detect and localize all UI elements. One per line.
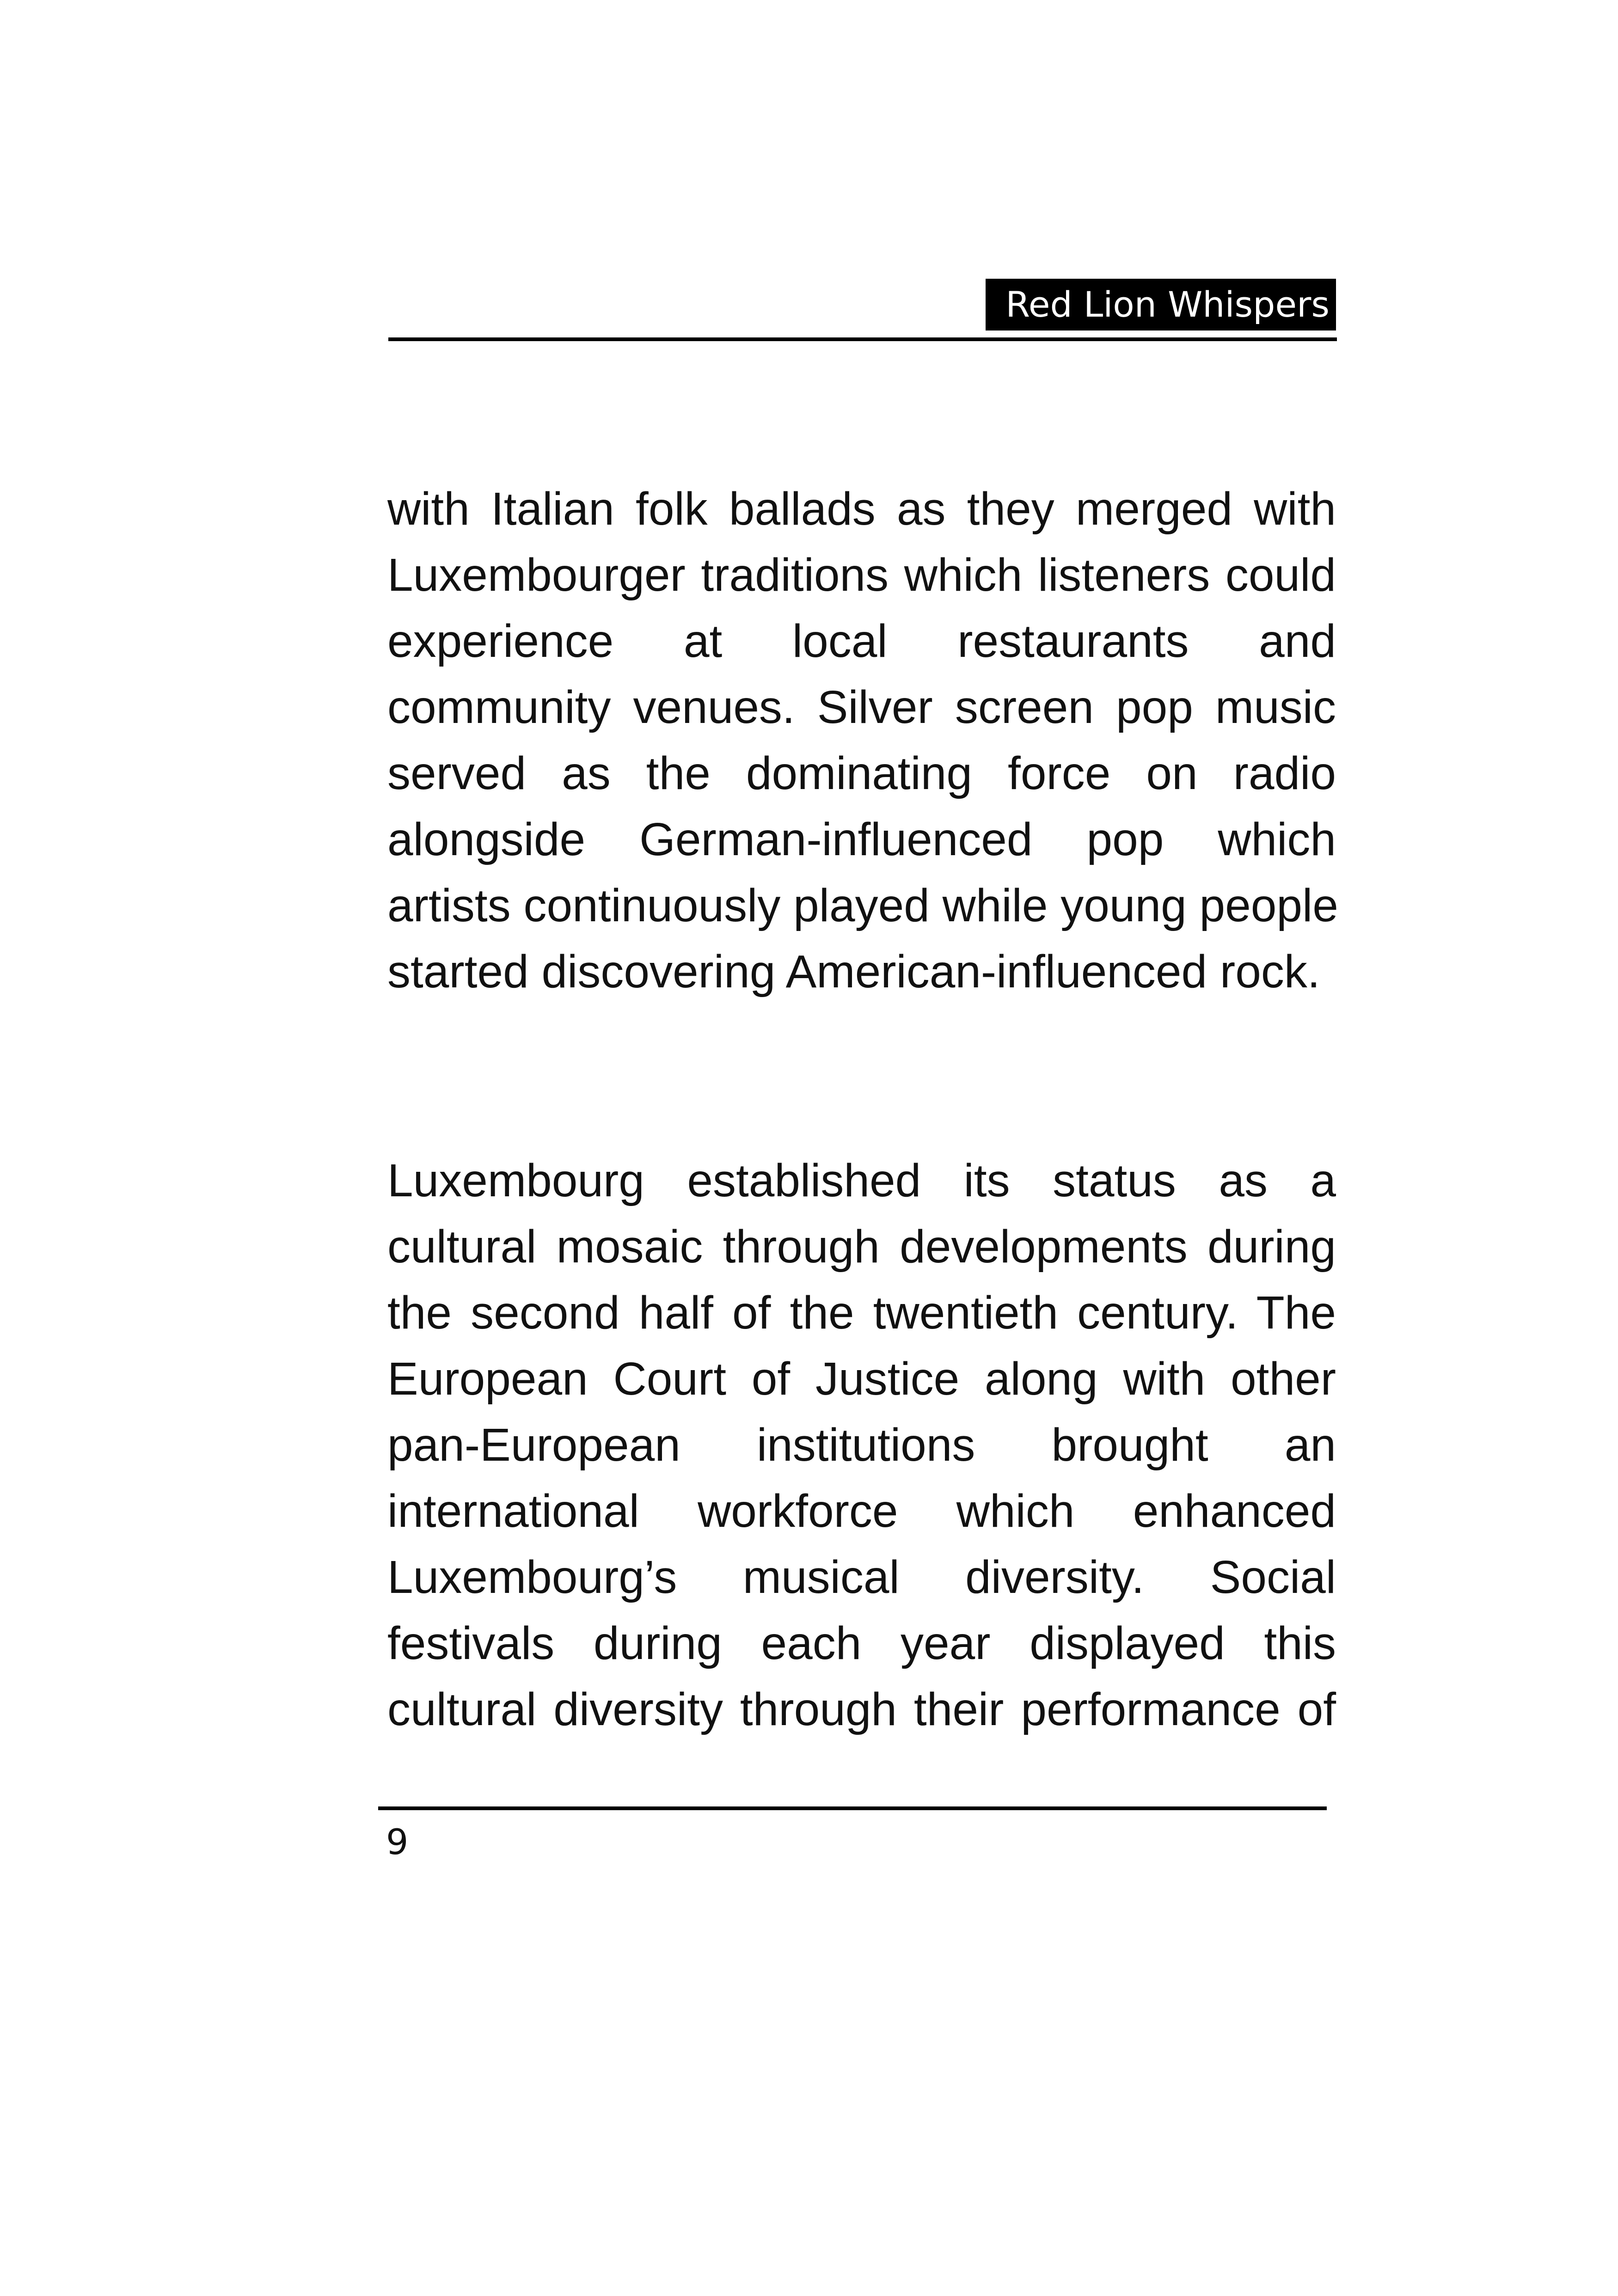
text-line: European Court of Justice along with other <box>387 1353 1336 1405</box>
text-line: experience at local restaurants and <box>387 615 1336 667</box>
text-line: Luxembourger traditions which listeners could <box>387 549 1336 601</box>
text-line: Luxembourg established its status as a <box>387 1155 1336 1206</box>
text-line: cultural mosaic through developments during <box>387 1221 1336 1273</box>
text-line: cultural diversity through their performance of <box>387 1684 1336 1735</box>
text-line: the second half of the twentieth century. The <box>387 1287 1336 1339</box>
text-line: alongside German-influenced pop which <box>387 814 1336 865</box>
text-line: pan-European institutions brought an <box>387 1419 1336 1471</box>
text-line: Luxembourg’s musical diversity. Social <box>387 1551 1336 1603</box>
text-line: with Italian folk ballads as they merged with <box>387 483 1336 535</box>
text-line: artists continuously played while young people <box>387 880 1338 931</box>
page-number: 9 <box>386 1821 409 1862</box>
footer-rule <box>378 1806 1327 1810</box>
text-line: started discovering American-influenced rock. <box>387 946 1320 998</box>
text-line: international workforce which enhanced <box>387 1485 1336 1537</box>
text-line: festivals during each year displayed this <box>387 1617 1336 1669</box>
text-line: community venues. Silver screen pop music <box>387 681 1336 733</box>
header-rule <box>388 337 1337 341</box>
paragraph-1 <box>387 476 1336 1005</box>
text-line: served as the dominating force on radio <box>387 747 1336 799</box>
running-header-title: Red Lion Whispers <box>986 279 1336 331</box>
paragraph-2 <box>387 1148 1336 1743</box>
